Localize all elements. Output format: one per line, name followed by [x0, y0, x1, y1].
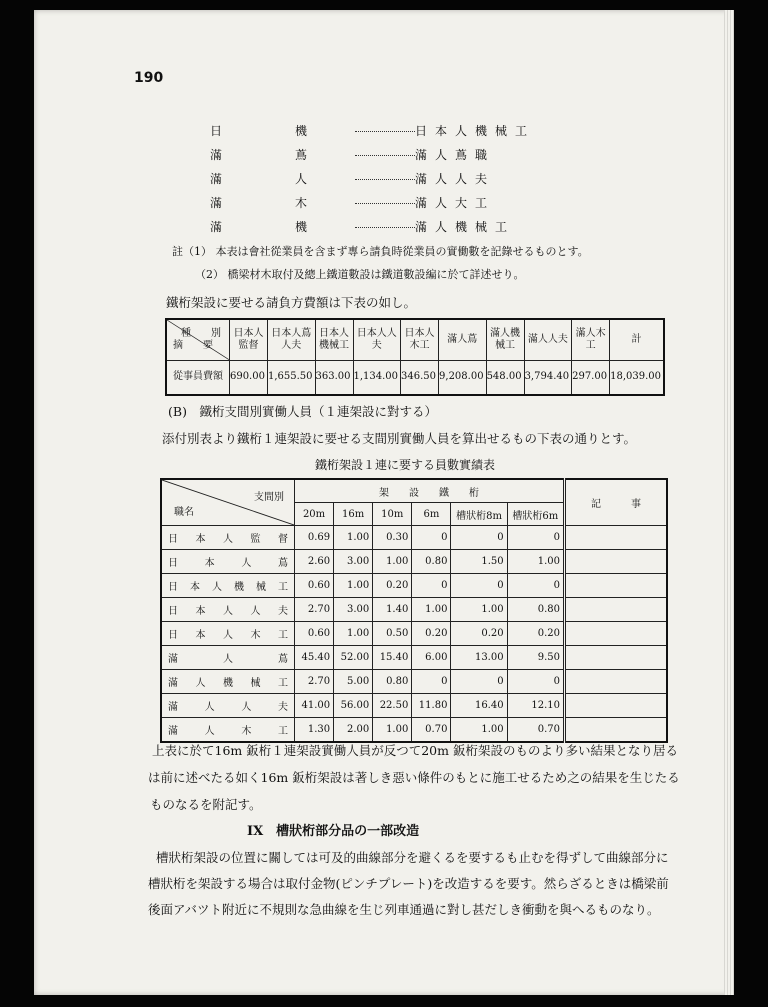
abbr-full: 滿人蔦職: [415, 147, 496, 162]
table-row: [161, 646, 667, 670]
cell-value: 2.60: [295, 550, 334, 574]
job-title: 滿人人夫: [161, 694, 295, 718]
leader-dots: [355, 171, 415, 180]
remarks-cell: [565, 670, 668, 694]
cell-value: 0.80: [507, 598, 564, 622]
cell-value: 0: [507, 526, 564, 550]
table-row: [161, 670, 667, 694]
abbreviation-row: [210, 190, 550, 214]
group-header: 架 設 鐵 桁: [295, 479, 565, 503]
cell-value: 16.40: [451, 694, 507, 718]
job-title: 日本人人夫: [161, 598, 295, 622]
abbr-char: 滿: [210, 219, 223, 234]
remarks-cell: [565, 622, 668, 646]
abbr-full: 日本人機械工: [415, 123, 536, 138]
cell-value: 0.60: [295, 622, 334, 646]
table-row: [161, 622, 667, 646]
cell-value: 2.70: [295, 598, 334, 622]
col-header: 滿人人夫: [524, 319, 572, 360]
cell-value: 1,655.50: [267, 360, 315, 395]
after-table-line-1: 上表に於て16m 鈑桁１連架設實働人員が反つて20m 鈑桁架設のものより多い結果となり居る: [152, 743, 678, 758]
remarks-cell: [565, 526, 668, 550]
abbr-mark: 人: [295, 171, 308, 186]
cell-value: 0.20: [451, 622, 507, 646]
cell-value: 1.40: [373, 598, 412, 622]
cell-value: 15.40: [373, 646, 412, 670]
span-header: 10m: [373, 503, 412, 526]
leader-dots: [355, 219, 415, 228]
cell-value: 0.20: [412, 622, 451, 646]
note-2: （2） 橋梁材木取付及總上鐵道數設は鐵道數設編に於て詳述せり。: [195, 268, 525, 281]
col-header: 計: [610, 319, 664, 360]
remarks-cell: [565, 550, 668, 574]
cell-value: 2.00: [334, 718, 373, 743]
corner-bottom-label: 職名: [174, 506, 194, 518]
job-title: 日本人機械工: [161, 574, 295, 598]
table-row: [161, 526, 667, 550]
cell-value: 1.00: [373, 550, 412, 574]
col-header: 日本人機械工: [315, 319, 353, 360]
cell-value: 0: [451, 526, 507, 550]
col-header: 滿人木工: [572, 319, 610, 360]
cell-value: 0: [412, 574, 451, 598]
cell-value: 1.00: [334, 526, 373, 550]
cell-value: 3.00: [334, 598, 373, 622]
cell-value: 13.00: [451, 646, 507, 670]
cost-table-corner: [166, 319, 229, 360]
labor-table-header: [161, 479, 667, 503]
section-b-intro: 添付別表より鐵桁１連架設に要せる支間別實働人員を算出せるもの下表の通りとす。: [162, 431, 637, 446]
remarks-cell: [565, 718, 668, 743]
labor-table-corner: [161, 479, 295, 526]
cell-value: 0: [507, 670, 564, 694]
cell-value: 1.00: [451, 718, 507, 743]
leader-dots: [355, 195, 415, 204]
cell-value: 0: [412, 526, 451, 550]
cost-intro: 鐵桁架設に要せる請負方費額は下表の如し。: [166, 295, 417, 310]
cell-value: 1.00: [412, 598, 451, 622]
leader-dots: [355, 123, 415, 132]
cell-value: 0.70: [507, 718, 564, 743]
abbr-char: 滿: [210, 171, 223, 186]
cell-value: 2.70: [295, 670, 334, 694]
cell-value: 11.80: [412, 694, 451, 718]
cell-value: 0.80: [373, 670, 412, 694]
abbr-mark: 機: [295, 219, 308, 234]
row-label: 從事員費額: [166, 360, 229, 395]
cell-value: 0: [451, 670, 507, 694]
col-header: 日本人人夫: [353, 319, 401, 360]
table-row: [161, 550, 667, 574]
cell-value: 9,208.00: [439, 360, 487, 395]
cell-value: 3,794.40: [524, 360, 572, 395]
col-header: 日本人木工: [401, 319, 439, 360]
col-header: 滿人蔦: [439, 319, 487, 360]
corner-top-label: 種 別: [180, 327, 221, 339]
abbr-full: 滿人機械工: [415, 219, 516, 234]
abbreviation-row: [210, 142, 550, 166]
leader-dots: [355, 147, 415, 156]
cell-value: 22.50: [373, 694, 412, 718]
job-title: 日本人木工: [161, 622, 295, 646]
cost-table-row: [166, 360, 664, 395]
cell-value: 9.50: [507, 646, 564, 670]
abbr-char: 日: [210, 123, 223, 138]
job-title: 滿人機械工: [161, 670, 295, 694]
remarks-cell: [565, 574, 668, 598]
cell-value: 1.00: [334, 622, 373, 646]
abbreviation-row: [210, 118, 550, 142]
section-ix-line-2: 槽狀桁を架設する場合は取付金物(ピンチプレート)を改造するを要す。然らざるときは橋梁前: [148, 876, 669, 891]
span-header: 6m: [412, 503, 451, 526]
table-row: [161, 598, 667, 622]
cell-value: 1.00: [373, 718, 412, 743]
job-title: 日本人監督: [161, 526, 295, 550]
cell-value: 52.00: [334, 646, 373, 670]
cell-value: 1.00: [451, 598, 507, 622]
page-number: 190: [134, 70, 164, 86]
cell-value: 0.60: [295, 574, 334, 598]
job-title: 滿人木工: [161, 718, 295, 743]
corner-top-label: 支間別: [254, 491, 284, 503]
cell-value: 41.00: [295, 694, 334, 718]
remarks-cell: [565, 694, 668, 718]
col-header: 日本人蔦人夫: [267, 319, 315, 360]
after-table-line-3: ものなるを附記す。: [150, 797, 262, 812]
abbr-full: 滿人人夫: [415, 171, 496, 186]
cost-table: [165, 318, 665, 396]
cell-value: 1.50: [451, 550, 507, 574]
cell-value: 0: [451, 574, 507, 598]
cell-value: 690.00: [229, 360, 267, 395]
remarks-cell: [565, 598, 668, 622]
cell-value: 0.20: [507, 622, 564, 646]
cell-value: 12.10: [507, 694, 564, 718]
abbr-mark: 木: [295, 195, 308, 210]
cell-value: 0.30: [373, 526, 412, 550]
job-title: 滿人蔦: [161, 646, 295, 670]
abbreviation-row: [210, 166, 550, 190]
note-1: 註（1） 本表は會社從業員を含まず專ら請負時從業員の實働數を記錄せるものとす。: [172, 245, 589, 258]
cell-value: 363.00: [315, 360, 353, 395]
cell-value: 297.00: [572, 360, 610, 395]
table-row: [161, 718, 667, 743]
cell-value: 346.50: [401, 360, 439, 395]
cell-value: 1.00: [334, 574, 373, 598]
cell-value: 1.00: [507, 550, 564, 574]
after-table-line-2: は前に述べたる如く16m 鈑桁架設は著しき惡い條件のもとに施工せるため之の結果を生じたる: [148, 770, 680, 785]
cell-value: 0.50: [373, 622, 412, 646]
cell-value: 5.00: [334, 670, 373, 694]
cell-value: 0: [412, 670, 451, 694]
col-header: 日本人監督: [229, 319, 267, 360]
cell-value: 6.00: [412, 646, 451, 670]
labor-table: [160, 478, 668, 743]
cell-value: 0.20: [373, 574, 412, 598]
abbr-full: 滿人大工: [415, 195, 496, 210]
job-title: 日本人蔦: [161, 550, 295, 574]
cell-value: 0.70: [412, 718, 451, 743]
abbr-char: 滿: [210, 195, 223, 210]
table-row: [161, 574, 667, 598]
col-header: 滿人機械工: [486, 319, 524, 360]
cell-value: 1,134.00: [353, 360, 401, 395]
table-row: [161, 694, 667, 718]
section-ix-title: IX 槽狀桁部分品の一部改造: [247, 824, 420, 839]
cell-value: 548.00: [486, 360, 524, 395]
section-b-title: (B) 鐵桁支間別實働人員（１連架設に對する）: [168, 404, 437, 419]
corner-bottom-label: 摘 要: [173, 339, 213, 351]
span-header: 16m: [334, 503, 373, 526]
cell-value: 18,039.00: [610, 360, 664, 395]
abbreviation-row: [210, 214, 550, 238]
cell-value: 0.69: [295, 526, 334, 550]
span-header: 槽狀桁6m: [507, 503, 564, 526]
cell-value: 1.30: [295, 718, 334, 743]
cell-value: 56.00: [334, 694, 373, 718]
section-ix-line-3: 後面アバツト附近に不規則な急曲線を生じ列車通過に對し甚だしき衝動を與へるものなり。: [148, 902, 660, 917]
table-title: 鐵桁架設１連に要する員數實績表: [315, 458, 496, 472]
abbr-char: 滿: [210, 147, 223, 162]
cell-value: 0.80: [412, 550, 451, 574]
labor-table-body: [161, 526, 667, 743]
abbr-mark: 蔦: [295, 147, 308, 162]
section-ix-line-1: 槽狀桁架設の位置に關しては可及的曲線部分を避くるを要するも止むを得ずして曲線部分に: [156, 850, 669, 865]
span-header: 槽狀桁8m: [451, 503, 507, 526]
remarks-header: 記 事: [565, 479, 668, 526]
cost-table-header: [166, 319, 664, 360]
cell-value: 3.00: [334, 550, 373, 574]
abbreviation-list: [210, 118, 550, 238]
cell-value: 0: [507, 574, 564, 598]
remarks-cell: [565, 646, 668, 670]
span-header: 20m: [295, 503, 334, 526]
cell-value: 45.40: [295, 646, 334, 670]
page-edge: [724, 10, 734, 995]
abbr-mark: 機: [295, 123, 308, 138]
